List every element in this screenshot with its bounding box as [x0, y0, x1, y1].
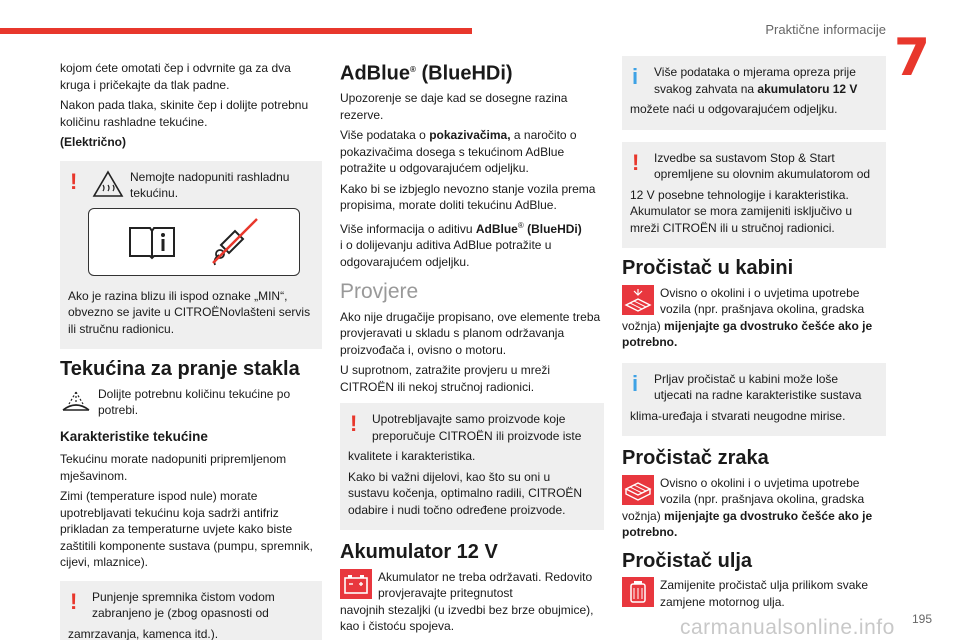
- cabin-filter-body-text: vožnja) mijenjajte ga dvostruko češće ako je potrebno.: [622, 318, 873, 349]
- cabin-filter-heading: Pročistač u kabini: [622, 257, 794, 279]
- battery-body-text: navojnih stezaljki (u izvedbi bez brze obujmice), kao i čistoću spojeva.: [340, 602, 594, 634]
- warning-mark-icon: !: [632, 149, 640, 175]
- page-section-title: Praktične informacije: [765, 22, 886, 37]
- warning-mark-icon: !: [70, 588, 78, 614]
- chapter-number: 7: [893, 28, 930, 88]
- warning-body-text: zamrzavanja, kamenca itd.).: [68, 626, 219, 640]
- header-accent-bar: [0, 28, 472, 34]
- book-info-icon: [127, 224, 177, 260]
- oil-filter-icon: [622, 577, 654, 607]
- electric-label: (Električno): [60, 135, 127, 149]
- fluid-properties-text-2: Zimi (temperature ispod nule) morate upotrebljavati tekućinu koja sadrži antifriz prikladan za temperaturne uvjete kako biste zaštitili komponente sustava (pumpu, spremnik, cijevi, mlaznice).: [60, 489, 313, 569]
- info-mark-icon: i: [632, 64, 639, 89]
- washer-fluid-text: Dolijte potrebnu količinu tekućine po potrebi.: [98, 386, 291, 417]
- column-middle: [340, 56, 604, 639]
- fluid-properties-heading: Karakteristike tekućine: [60, 428, 208, 444]
- watermark-text: carmanualsonline.info: [680, 616, 895, 639]
- adblue-text-3: Kako bi se izbjeglo nevozno stanje vozila prema propisima, morate doliti tekućinu AdBlue.: [340, 181, 596, 213]
- warning-lead-text: Nemojte nadopuniti rashladnu tekućinu.: [130, 169, 290, 200]
- info-lead-text: Prljav pročistač u kabini može loše utjecati na radne karakteristike sustava: [654, 371, 862, 402]
- warning-body-text: Ako je razina blizu ili ispod oznake „MIN“, obvezno se javite u CITROËNovlašteni servis ili stručnu radionicu.: [68, 288, 311, 336]
- air-filter-icon: [622, 475, 654, 505]
- cabin-filter-icon: [622, 285, 654, 315]
- adblue-heading-suffix: (BlueHDi): [415, 62, 513, 85]
- registered-mark: ®: [410, 65, 416, 74]
- intro-text: kojom ćete omotati čep i odvrnite ga za dva kruga i pričekajte da tlak padne.: [60, 61, 291, 92]
- fluid-properties-text-1: Tekućinu morate nadopuniti pripremljenom mješavinom.: [60, 452, 287, 483]
- info-note-cabin-filter: [622, 363, 886, 437]
- adblue-text-1: Upozorenje se daje kad se dosegne razina rezerve.: [340, 91, 568, 122]
- adblue-text-2: Više podataka o pokazivačima, a naročito o pokazivačima dosega s tekućinom AdBlue potražite u odgovarajućem odjeljku.: [340, 128, 577, 176]
- warning-note-stop-start: [622, 142, 886, 249]
- warning-mark-icon: !: [350, 411, 358, 437]
- air-filter-body-text: vožnja) mijenjajte ga dvostruko češće ako je potrebno.: [622, 508, 873, 539]
- intro-text-2: Nakon pada tlaka, skinite čep i dolijte potrebnu količinu rashladne tekućine.: [60, 98, 309, 129]
- checks-heading: Provjere: [340, 280, 419, 304]
- warning-body-text: 12 V posebne tehnologije i karakteristika. Akumulator se mora zamijeniti isključivo u mreži CITROËN ili u stručnoj radionici.: [630, 187, 853, 235]
- warning-note-coolant: [60, 161, 322, 350]
- info-body-text: klima-uređaja i stvarati neugodne mirise.: [630, 408, 846, 423]
- warning-lead-text: Punjenje spremnika čistom vodom zabranjeno je (zbog opasnosti od: [92, 589, 275, 620]
- warning-body-text-1: kvalitete i karakteristika.: [348, 449, 476, 464]
- warning-lead-text: Izvedbe sa sustavom Stop & Start opremljene su olovnim akumulatorom od: [654, 150, 871, 181]
- info-lead-text: Više podataka o mjerama opreza prije svakog zahvata na akumulatoru 12 V: [654, 65, 858, 96]
- column-right: [622, 56, 886, 616]
- warning-mark-icon: !: [70, 168, 78, 194]
- manual-illustration: [88, 208, 300, 276]
- adblue-heading: [340, 62, 604, 85]
- battery-heading: Akumulator 12 V: [340, 541, 498, 564]
- warning-body-text-2: Kako bi važni dijelovi, kao što su oni u sustavu kočenja, optimalno radili, CITROËN odabire i nudi točno određene proizvode.: [348, 469, 583, 517]
- warning-lead-text: Upotrebljavajte samo proizvode koje preporučuje CITROËN ili proizvode iste: [372, 412, 582, 443]
- washer-fluid-heading: Tekućina za pranje stakla: [60, 358, 300, 380]
- air-filter-lead-text: Ovisno o okolini i o uvjetima upotrebe vozila (npr. prašnjava okolina, gradska: [660, 475, 865, 506]
- adblue-text-4: Više informacija o aditivu AdBlue® (BlueHDi) i o dolijevanju aditiva AdBlue potražite u odgovarajućem odjeljku.: [340, 220, 582, 269]
- cabin-filter-lead-text: Ovisno o okolini i o uvjetima upotrebe vozila (npr. prašnjava okolina, gradska: [660, 285, 865, 316]
- checks-text-2: U suprotnom, zatražite provjeru u mreži CITROËN ili nekoj stručnoj radionici.: [340, 363, 551, 394]
- checks-text-1: Ako nije drugačije propisano, ove elemente treba provjeravati u skladu s planom održavanja proizvođača i, ovisno o motoru.: [340, 309, 601, 357]
- battery-lead-text: Akumulator ne treba održavati. Redovito provjeravajte pritegnutost: [378, 569, 593, 601]
- oil-filter-heading: Pročistač ulja: [622, 549, 753, 572]
- page-number: 195: [911, 612, 932, 626]
- info-note-battery: [622, 56, 886, 130]
- column-left: [60, 60, 322, 640]
- info-mark-icon: i: [632, 370, 639, 396]
- hot-hazard-icon: [92, 169, 124, 199]
- warning-note-products: [340, 403, 604, 530]
- battery-icon: [340, 569, 372, 599]
- washer-fluid-icon: [60, 386, 92, 416]
- air-filter-heading: Pročistač zraka: [622, 447, 769, 469]
- adblue-heading-text: AdBlue: [340, 62, 410, 85]
- info-body-text: možete naći u odgovarajućem odjeljku.: [630, 102, 838, 116]
- oil-filter-text: Zamijenite pročistač ulja prilikom svake zamjene motornog ulja.: [660, 578, 869, 609]
- warning-note-water: [60, 581, 322, 640]
- no-refill-icon: [207, 215, 261, 269]
